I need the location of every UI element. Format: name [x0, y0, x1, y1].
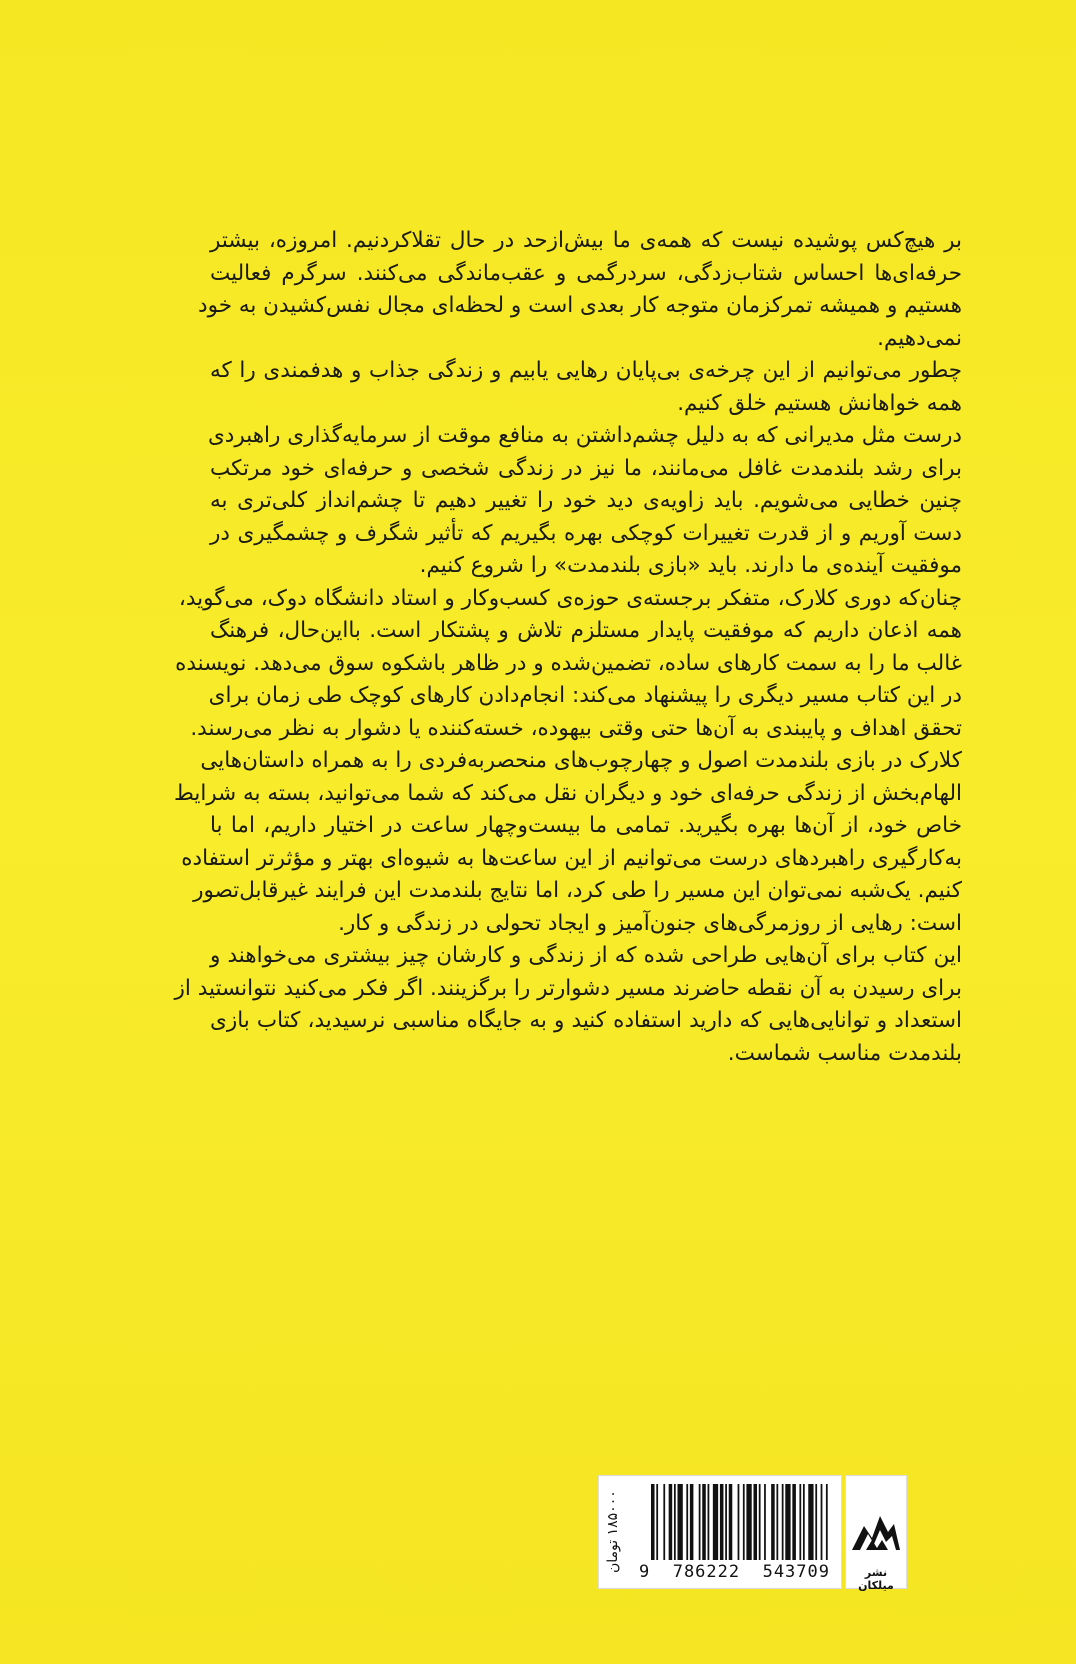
- text-line: بر هیچ‌کس پوشیده نیست که همه‌ی ما بیش‌از‌حد در حال تقلاکردنیم. امروزه، بیشتر: [210, 228, 962, 253]
- text-line: دست آوریم و از قدرت تغییرات کوچکی بهره بگیریم که تأثیر شگرف و چشمگیری در: [210, 520, 962, 546]
- publisher-name: نشر میلکان: [858, 1566, 894, 1592]
- publisher-logo-panel: [845, 1475, 907, 1592]
- barcode-bar: [771, 1484, 775, 1560]
- barcode-bar: [808, 1484, 813, 1560]
- text-line: چنان‌که دوری کلارک، متفکر برجسته‌ی حوزه‌ی کسب‌وکار و استاد دانشگاه دوک، می‌گوید،: [178, 585, 962, 611]
- barcode-bar: [702, 1484, 706, 1560]
- text-line: همه اذعان داریم که موفقیت پایدار مستلزم تلاش و پشتکار است. با‌این‌حال، فرهنگ: [210, 618, 962, 643]
- barcode-bar: [776, 1484, 778, 1560]
- barcode-bar: [821, 1484, 823, 1560]
- barcode-bar: [663, 1484, 665, 1560]
- text-line: تحقق اهداف و پایبندی به آن‌ها حتی وقتی بیهوده، خسته‌کننده یا دشوار به نظر می‌رسند.: [190, 715, 962, 741]
- paragraph: [175, 583, 962, 746]
- text-line: به‌کارگیری راهبردهای درست می‌توانیم از این ساعت‌ها به شیوه‌ای بهتر و مؤثرتر استفاده: [181, 845, 962, 871]
- barcode-bar: [674, 1484, 676, 1560]
- barcode-bar: [743, 1484, 745, 1560]
- barcode-bar: [785, 1484, 790, 1560]
- text-line: است: رهایی از روزمرگی‌های جنون‌آمیز و ایجاد تحولی در زندگی و کار.: [338, 910, 962, 936]
- mountains-logo-icon: [850, 1490, 902, 1562]
- barcode-bar: [725, 1484, 727, 1560]
- paragraph: [174, 940, 962, 1070]
- paragraph: [198, 225, 962, 355]
- text-line: حرفه‌ای‌ها احساس شتاب‌زدگی، سردرگمی و عقب‌ماندگی می‌کنند. سرگرم فعالیت: [210, 260, 962, 286]
- barcode-bar: [782, 1484, 784, 1560]
- barcode-icon: [651, 1484, 833, 1560]
- text-line: استعداد و توانایی‌هایی که دارید استفاده کنید و به جایگاه مناسبی نرسیدید، کتاب بازی: [210, 1008, 962, 1033]
- text-line: کنیم. یک‌شبه نمی‌توان این مسیر را طی کرد، اما نتایج بلندمدت این فرایند غیرقابل‌تصور: [193, 878, 962, 903]
- text-line: غالب ما را به سمت کارهای ساده، تضمین‌شده و در ظاهر باشکوه سوق می‌دهد. نویسنده: [175, 650, 962, 676]
- text-line: همه خواهانش هستیم خلق کنیم.: [677, 390, 962, 416]
- barcode-bar: [651, 1484, 655, 1560]
- barcode-bar: [669, 1484, 673, 1560]
- barcode-bar: [759, 1484, 761, 1560]
- barcode-bar: [656, 1484, 658, 1560]
- text-line: بلندمدت مناسب شماست.: [727, 1040, 962, 1066]
- text-line: موفقیت آینده‌ی ما دارند. باید «بازی بلندمدت» را شروع کنیم.: [419, 553, 962, 578]
- text-line: خاص خود، از آن‌ها بهره بگیرید. تمامی ما بیست‌وچهار ساعت در اختیار داریم، اما با: [210, 813, 962, 838]
- barcode-bar: [678, 1484, 683, 1560]
- text-line: چنین خطایی می‌شویم. باید زاویه‌ی دید خود را تغییر دهیم تا چشم‌انداز کلی‌تری به: [210, 488, 962, 513]
- barcode-bar: [713, 1484, 718, 1560]
- paragraph: [210, 355, 962, 420]
- barcode-bar: [699, 1484, 701, 1560]
- barcode-bar: [792, 1484, 796, 1560]
- text-line: برای رشد بلندمدت غافل می‌مانند، ما نیز در زندگی شخصی و حرفه‌ای خود مرتکب: [210, 455, 962, 481]
- text-line: برای رسیدن به آن نقطه حاضرند مسیر دشوارتر را برگزینند. اگر فکر می‌کنید نتوانستید از: [174, 975, 962, 1001]
- barcode-bar: [826, 1484, 828, 1560]
- barcode-bar: [746, 1484, 751, 1560]
- barcode-bar: [738, 1484, 740, 1560]
- barcode-bar: [753, 1484, 757, 1560]
- text-line: کلارک در بازی بلندمدت اصول و چهارچوب‌های منحصربه‌فردی را به همراه داستان‌هایی: [200, 748, 962, 773]
- paragraph: [207, 420, 962, 583]
- isbn-digits: 9 786222 543709: [639, 1562, 830, 1582]
- text-line: در این کتاب مسیر دیگری را پیشنهاد می‌کند: انجام‌دادن کارهای کوچک طی زمان برای: [208, 683, 962, 708]
- text-line: درست مثل مدیرانی که به دلیل چشم‌داشتن به منافع موقت از سرمایه‌گذاری راهبردی: [207, 423, 962, 448]
- barcode-bar: [720, 1484, 724, 1560]
- text-line: هستیم و همیشه تمرکزمان متوجه کار بعدی است و لحظه‌ای مجال نفس‌کشیدن به خود: [198, 293, 962, 318]
- barcode-bar: [799, 1484, 801, 1560]
- barcode-bar: [686, 1484, 688, 1560]
- barcode-bar: [815, 1484, 817, 1560]
- text-line: این کتاب برای آن‌هایی طراحی شده که از زندگی و کارشان چیز بیشتری می‌خواهند و: [210, 943, 962, 968]
- barcode-bar: [729, 1484, 733, 1560]
- barcode-bar: [764, 1484, 766, 1560]
- barcode-panel: [598, 1475, 842, 1589]
- paragraph: [173, 745, 962, 940]
- blurb-text: [173, 225, 962, 1070]
- price-label: ۱۸۵۰۰۰ تومان: [605, 1490, 621, 1574]
- barcode-bar: [690, 1484, 694, 1560]
- text-line: نمی‌دهیم.: [877, 325, 962, 351]
- barcode-bar: [708, 1484, 710, 1560]
- barcode-bar: [803, 1484, 805, 1560]
- text-line: الهام‌بخش از زندگی حرفه‌ای خود و دیگران نقل می‌کند که شما می‌توانید، بسته به شرایط: [173, 780, 962, 806]
- text-line: چطور می‌توانیم از این چرخه‌ی بی‌پایان رهایی یابیم و زندگی جذاب و هدفمندی را که: [210, 358, 962, 383]
